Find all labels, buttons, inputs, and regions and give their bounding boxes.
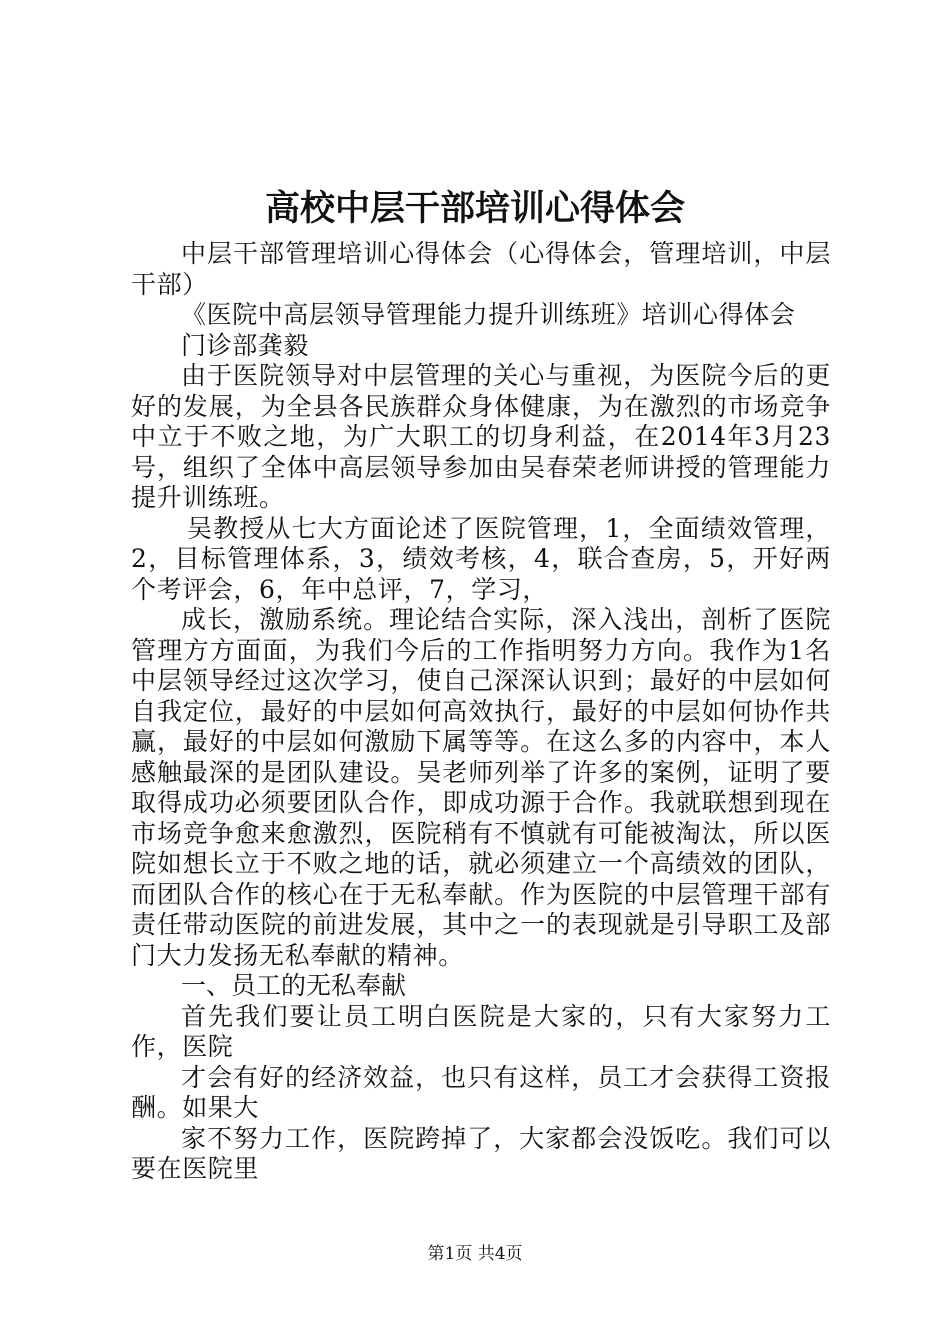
section-heading: 一、员工的无私奉献 xyxy=(181,971,407,1000)
paragraph-third: 家不努力工作，医院跨掉了，大家都会没饭吃。我们可以要在医院里 xyxy=(131,1123,831,1183)
paragraph-second: 才会有好的经济效益，也只有这样，员工才会获得工资报酬。如果大 xyxy=(131,1062,831,1122)
paragraph-seven-aspects: 吴教授从七大方面论述了医院管理，1，全面绩效管理，2，目标管理体系，3，绩效考核，4，联合查房，5，开好两个考评会，6，年中总评，7，学习， xyxy=(131,513,831,604)
paragraph-intro: 由于医院领导对中层管理的关心与重视，为医院今后的更好的发展，为全县各民族群众身体健康，为在激烈的市场竞争中立于不败之地，为广大职工的切身利益，在2014年3月23号，组织了全体中高层领导参加由吴春荣老师讲授的管理能力提升训练班。 xyxy=(131,361,831,512)
document-body xyxy=(131,239,831,1185)
paragraph-author: 门诊部龚毅 xyxy=(181,330,310,360)
paragraph-subtitle: 中层干部管理培训心得体会（心得体会，管理培训，中层干部） xyxy=(131,239,831,299)
paragraph-course-title: 《医院中高层领导管理能力提升训练班》培训心得体会 xyxy=(181,300,796,329)
page-number: 第1页 共4页 xyxy=(427,1244,523,1264)
page-title: 高校中层干部培训心得体会 xyxy=(264,188,685,229)
paragraph-first: 首先我们要让员工明白医院是大家的，只有大家努力工作，医院 xyxy=(131,1001,831,1061)
paragraph-teamwork: 成长，激励系统。理论结合实际，深入浅出，剖析了医院管理方方面面，为我们今后的工作指明努力方向。我作为1名中层领导经过这次学习，使自己深深认识到；最好的中层如何自我定位，最好的中层如何高效执行，最好的中层如何协作共赢，最好的中层如何激励下属等等。在这么多的内容中，本人感触最深的是团队建设。吴老师列举了许多的案例，证明了要取得成功必须要团队合作，即成功源于合作。我就联想到现在市场竞争愈来愈激烈，医院稍有不慎就有可能被淘汰，所以医院如想长立于不败之地的话，就必须建立一个高绩效的团队，而团队合作的核心在于无私奉献。作为医院的中层管理干部有责任带动医院的前进发展，其中之一的表现就是引导职工及部门大力发扬无私奉献的精神。 xyxy=(131,605,831,970)
